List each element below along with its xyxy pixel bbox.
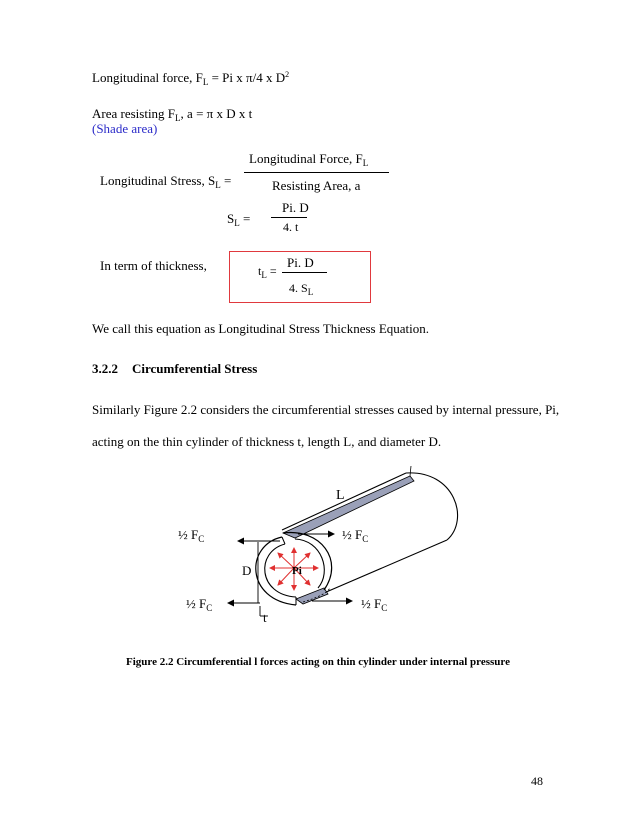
area-prefix: Area resisting F <box>92 106 176 121</box>
num1-text: Longitudinal Force, F <box>249 151 363 166</box>
lstress-eq: = <box>220 173 232 188</box>
den3-sub: L <box>307 287 314 297</box>
fl-rest: = Pi x π/4 x D <box>208 70 286 85</box>
label-half-fc-bottom-left <box>186 596 212 613</box>
fraction2-numerator: Pi. D <box>282 200 309 215</box>
sl-text: S <box>227 211 235 226</box>
outer-ring-left <box>256 537 296 605</box>
section-title: Circumferential Stress <box>132 361 258 376</box>
label-half-fc-top-left <box>178 527 204 544</box>
page-number: 48 <box>531 774 543 788</box>
fraction1-denominator: Resisting Area, a <box>272 178 361 193</box>
shade-area-note: (Shade area) <box>92 121 158 136</box>
fl-prefix: Longitudinal force, F <box>92 70 203 85</box>
area-sub: L <box>175 113 181 123</box>
paragraph-line-1: Similarly Figure 2.2 considers the circumferential stresses caused by internal pressure, Pi, <box>92 402 560 417</box>
tl-text: t <box>258 264 262 278</box>
sl-eq: = <box>239 211 251 226</box>
tl-eq: = <box>266 264 277 278</box>
half-fc-tr-text: ½ F <box>342 527 363 542</box>
label-D: D <box>242 563 252 578</box>
area-rest: , a = π x D x t <box>180 106 253 121</box>
tl-sub: L <box>261 270 267 280</box>
half-fc-br-text: ½ F <box>361 596 382 611</box>
strip-end-tick <box>410 466 411 476</box>
label-Pi: Pi <box>292 565 302 577</box>
fraction3-numerator: Pi. D <box>287 255 314 270</box>
num1-sub: L <box>362 158 369 168</box>
fl-sup: 2 <box>285 70 290 79</box>
ring-cut-top <box>282 537 285 544</box>
den3-text: 4. S <box>289 281 308 295</box>
label-half-fc-bottom-right <box>361 596 387 613</box>
fl-sub: L <box>202 77 209 87</box>
half-fc-br-sub: C <box>381 603 388 613</box>
lstress-sub: L <box>215 180 221 190</box>
shaded-bottom-strip <box>296 588 328 604</box>
half-fc-bl-text: ½ F <box>186 596 207 611</box>
section-number: 3.2.2 <box>92 361 118 376</box>
sl-sub: L <box>234 218 240 228</box>
cylinder-far-end <box>406 473 458 540</box>
outer-ring-right <box>283 532 332 590</box>
half-fc-tr-sub: C <box>362 534 369 544</box>
equation-name-sentence: We call this equation as Longitudinal Stress Thickness Equation. <box>92 321 430 336</box>
figure-caption: Figure 2.2 Circumferential l forces acting on thin cylinder under internal pressure <box>126 656 510 668</box>
fraction2-denominator: 4. t <box>283 220 299 234</box>
paragraph-line-2: acting on the thin cylinder of thickness t, length L, and diameter D. <box>92 434 442 449</box>
lstress-text: Longitudinal Stress, S <box>100 173 216 188</box>
half-fc-tl-text: ½ F <box>178 527 199 542</box>
label-half-fc-top-right <box>342 527 368 544</box>
half-fc-bl-sub: C <box>206 603 213 613</box>
half-fc-tl-sub: C <box>198 534 205 544</box>
thickness-label: In term of thickness, <box>100 258 207 273</box>
label-t: t <box>263 610 267 625</box>
label-L: L <box>336 488 345 503</box>
